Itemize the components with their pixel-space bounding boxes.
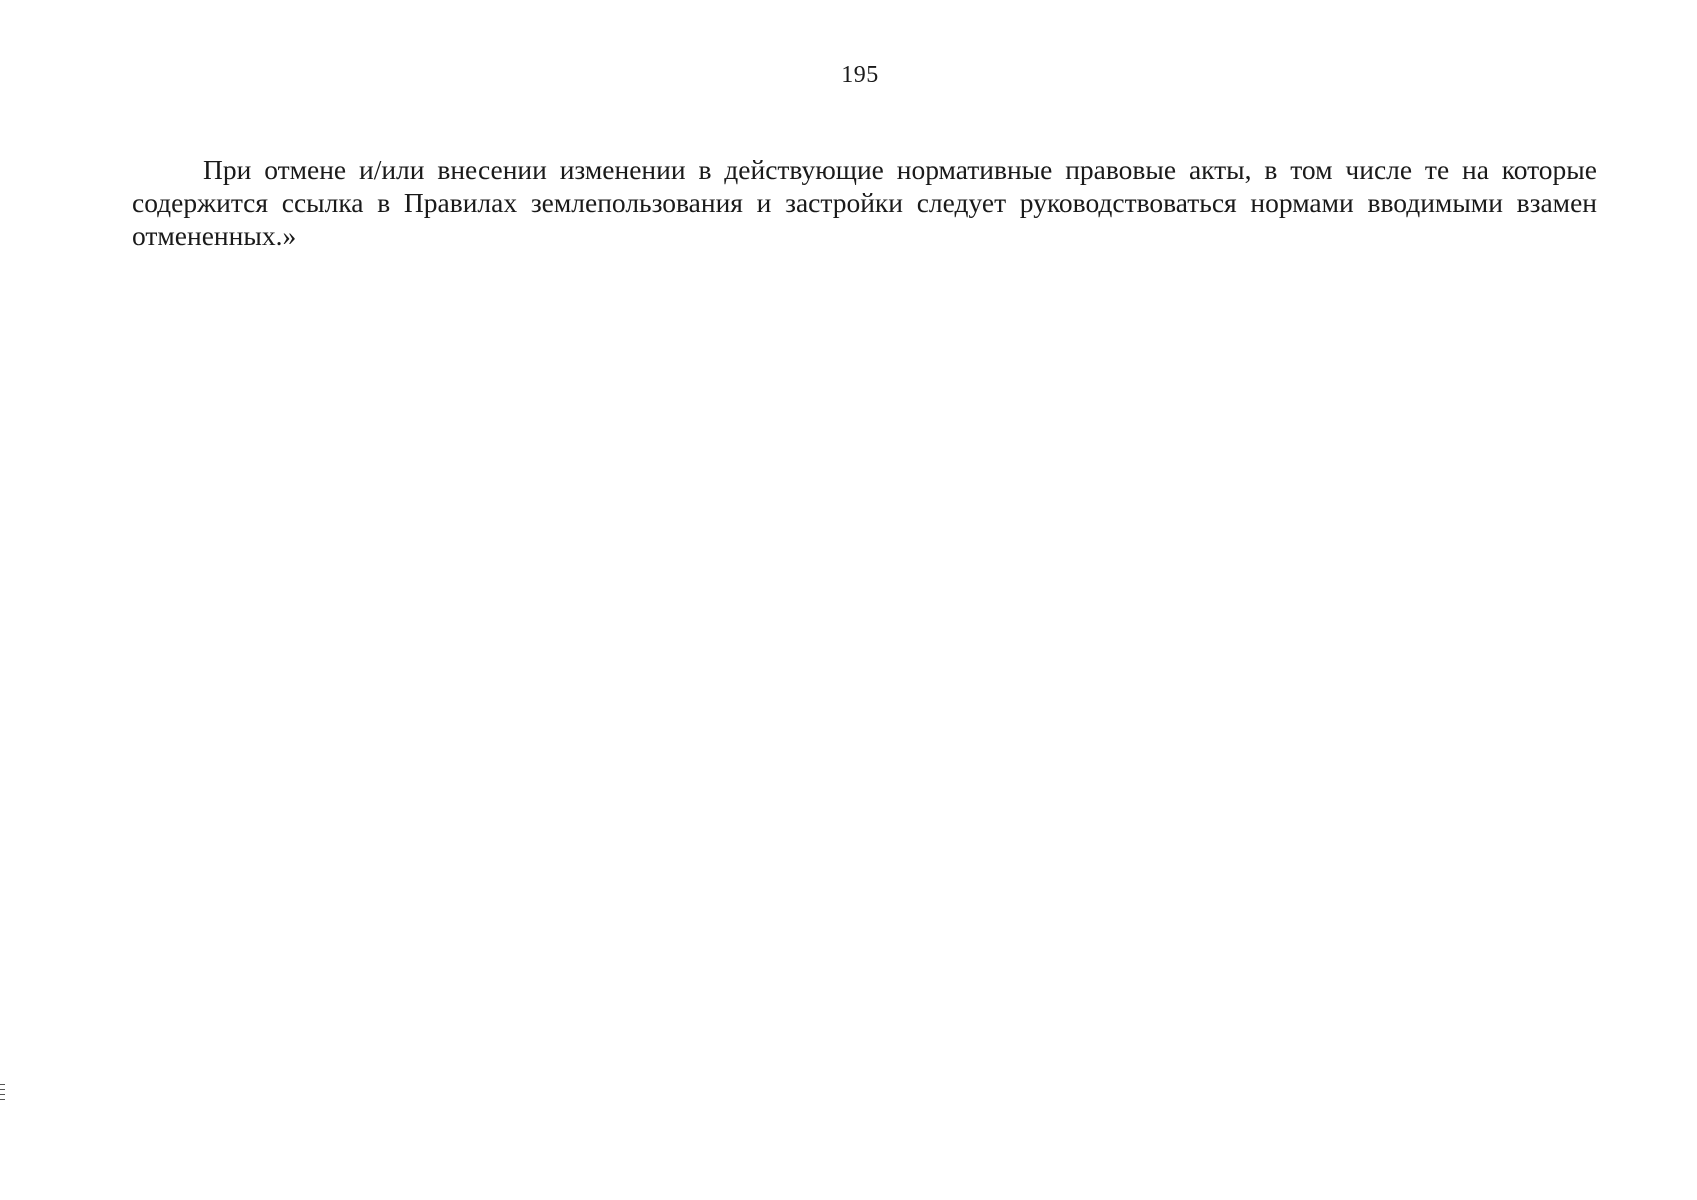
scan-edge-tick — [0, 1094, 5, 1095]
body-paragraph: При отмене и/или внесении изменении в действующие нормативные правовые акты, в том числе те на которые содержится ссылка в Правилах землепользования и застройки следует руководствоваться нормами вводимыми взамен отмененных.» — [132, 154, 1597, 251]
scan-edge-mark — [0, 1084, 6, 1104]
scan-edge-tick — [0, 1099, 5, 1100]
scan-edge-tick — [0, 1089, 5, 1090]
scan-edge-tick — [0, 1084, 5, 1085]
page-number: 195 — [841, 62, 879, 88]
